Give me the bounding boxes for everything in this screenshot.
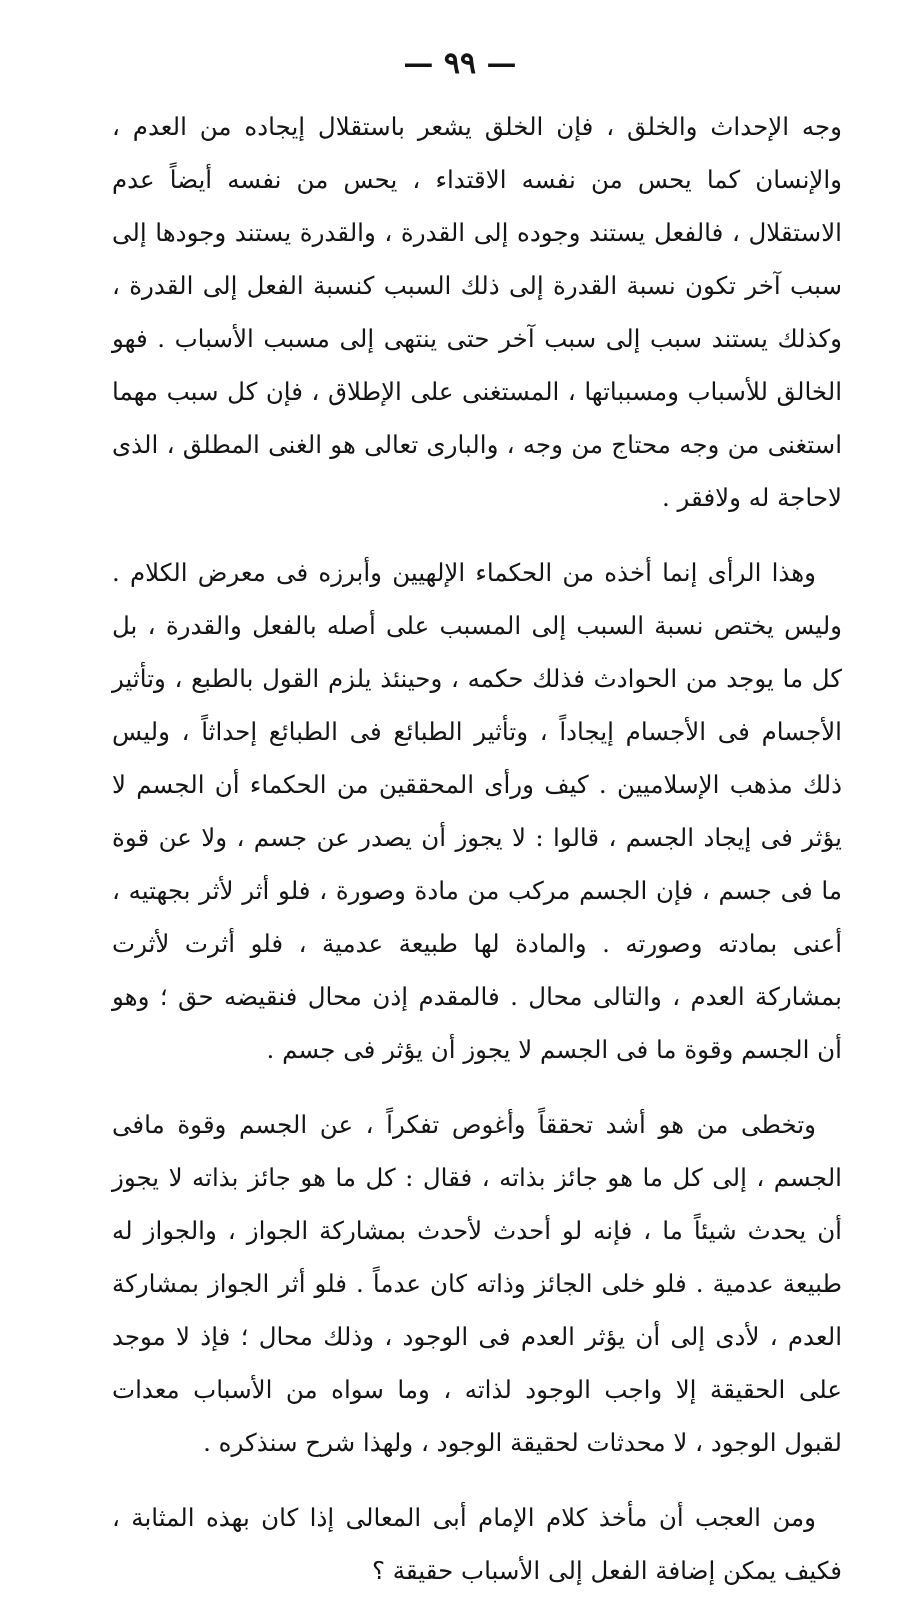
paragraph-1: وجه الإحداث والخلق ، فإن الخلق يشعر باستقلال إيجاده من العدم ، والإنسان كما يحس من نفسه الاقتداء ، يحس من نفسه أيضاً عدم الاستقلال ، فالفعل يستند وجوده إلى القدرة ، والقدرة يستند وجودها إلى سبب آخر تكون نسبة القدرة إلى ذلك السبب كنسبة الفعل إلى القدرة ، وكذلك يستند سبب إلى سبب آخر حتى ينتهى إلى مسبب الأسباب . فهو الخالق للأسباب ومسبباتها ، المستغنى على الإطلاق ، فإن كل سبب مهما استغنى من وجه محتاج من وجه ، والبارى تعالى هو الغنى المطلق ، الذى لاحاجة له ولافقر . — [112, 112, 842, 512]
paragraph-2: وهذا الرأى إنما أخذه من الحكماء الإلهيين وأبرزه فى معرض الكلام . وليس يختص نسبة السبب إلى المسبب على أصله بالفعل والقدرة ، بل كل ما يوجد من الحوادث فذلك حكمه ، وحينئذ يلزم القول بالطبع ، وتأثير الأجسام فى الأجسام إيجاداً ، وتأثير الطبائع فى الطبائع إحداثاً ، وليس ذلك مذهب الإسلاميين . كيف ورأى المحققين من الحكماء أن الجسم لا يؤثر فى إيجاد الجسم ، قالوا : لا يجوز أن يصدر عن جسم ، ولا عن قوة ما فى جسم ، فإن الجسم مركب من مادة وصورة ، فلو أثر لأثر بجهتيه ، أعنى بمادته وصورته . والمادة لها طبيعة عدمية ، فلو أثرت لأثرت بمشاركة العدم ، والتالى محال . فالمقدم إذن محال فنقيضه حق ؛ وهو أن الجسم وقوة ما فى الجسم لا يجوز أن يؤثر فى جسم . — [112, 558, 842, 1064]
paragraph-3: وتخطى من هو أشد تحققاً وأغوص تفكراً ، عن الجسم وقوة مافى الجسم ، إلى كل ما هو جائز بذاته ، فقال : كل ما هو جائز بذاته لا يجوز أن يحدث شيئاً ما ، فإنه لو أحدث لأحدث بمشاركة الجواز ، والجواز له طبيعة عدمية . فلو خلى الجائز وذاته كان عدماً . فلو أثر الجواز بمشاركة العدم ، لأدى إلى أن يؤثر العدم فى الوجود ، وذلك محال ؛ فإذ لا موجد على الحقيقة إلا واجب الوجود لذاته ، وما سواه من الأسباب معدات لقبول الوجود ، لا محدثات لحقيقة الوجود ، ولهذا شرح سنذكره . — [112, 1110, 842, 1457]
body-text — [112, 100, 842, 1619]
page-number: — ٩٩ — — [403, 46, 517, 81]
paragraph-4: ومن العجب أن مأخذ كلام الإمام أبى المعالى إذا كان بهذه المثابة ، فكيف يمكن إضافة الفعل إلى الأسباب حقيقة ؟ — [112, 1503, 842, 1585]
